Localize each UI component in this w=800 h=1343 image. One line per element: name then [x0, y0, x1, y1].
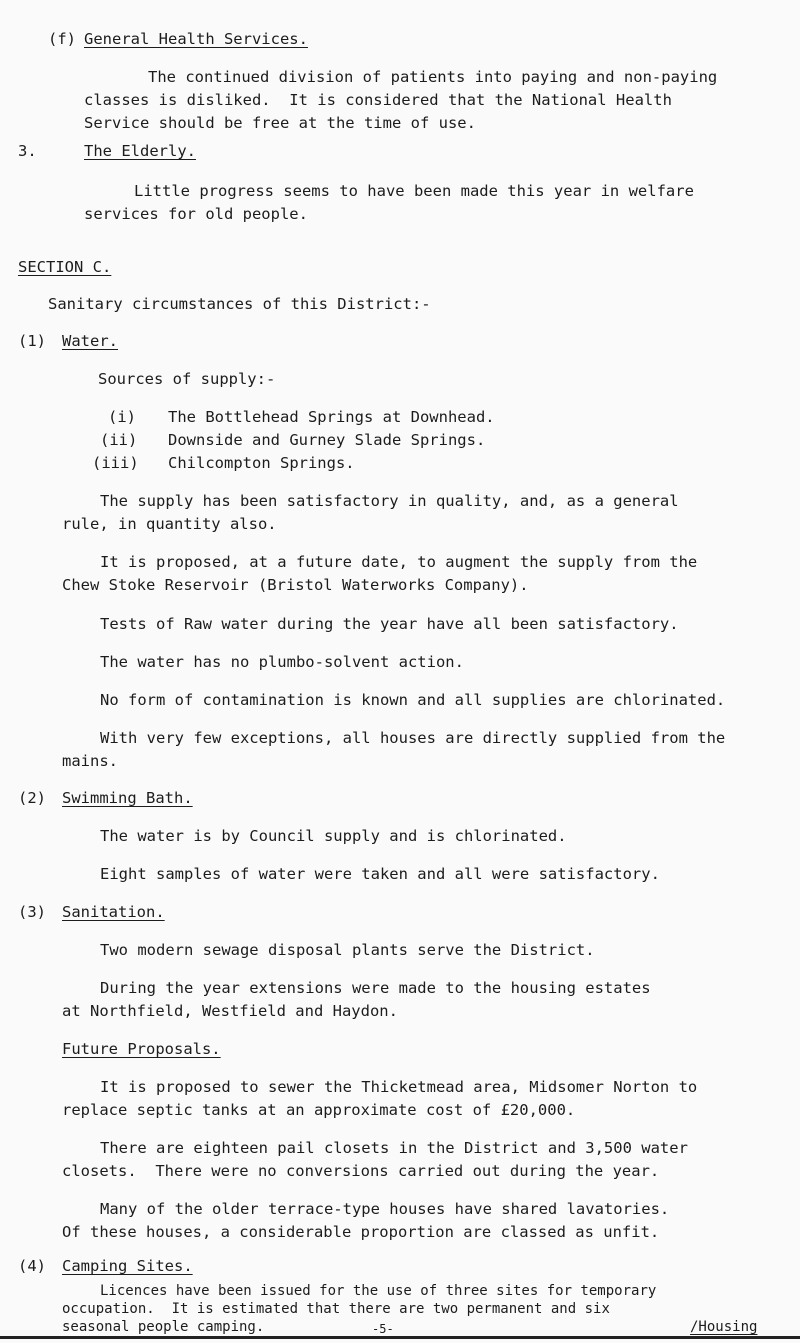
camping-p1-line-1: Licences have been issued for the use of three sites for temporary — [100, 1283, 657, 1299]
section-c-heading: SECTION C. — [18, 258, 112, 276]
camping-p1-line-3: seasonal people camping. — [62, 1319, 265, 1335]
water-p6-line-1: With very few exceptions, all houses are directly supplied from the — [100, 729, 726, 747]
water-source-1-num: (i) — [108, 408, 136, 426]
section-f-heading: General Health Services. — [84, 30, 308, 48]
sanitation-p3-line-1: It is proposed to sewer the Thicketmead area, Midsomer Norton to — [100, 1078, 698, 1096]
water-p6-line-2: mains. — [62, 752, 118, 770]
page-number: -5- — [372, 1322, 394, 1336]
water-label: (1) — [18, 332, 46, 350]
swimming-p2: Eight samples of water were taken and all were satisfactory. — [100, 865, 660, 883]
water-source-1: The Bottlehead Springs at Downhead. — [168, 408, 495, 426]
swimming-p1: The water is by Council supply and is chlorinated. — [100, 827, 567, 845]
water-p1-line-2: rule, in quantity also. — [62, 515, 277, 533]
camping-heading: Camping Sites. — [62, 1257, 193, 1275]
section-c-intro: Sanitary circumstances of this District:- — [48, 295, 431, 313]
water-source-3: Chilcompton Springs. — [168, 454, 355, 472]
water-p1-line-1: The supply has been satisfactory in quality, and, as a general — [100, 492, 679, 510]
water-p2-line-1: It is proposed, at a future date, to augment the supply from the — [100, 553, 698, 571]
water-p4: The water has no plumbo-solvent action. — [100, 653, 464, 671]
water-p3: Tests of Raw water during the year have all been satisfactory. — [100, 615, 679, 633]
sanitation-p2-line-2: at Northfield, Westfield and Haydon. — [62, 1002, 398, 1020]
sanitation-heading: Sanitation. — [62, 903, 165, 921]
camping-label: (4) — [18, 1257, 46, 1275]
sanitation-p5-line-2: Of these houses, a considerable proportion are classed as unfit. — [62, 1223, 660, 1241]
swimming-label: (2) — [18, 789, 46, 807]
section-f-label: (f) — [48, 30, 76, 48]
sanitation-p5-line-1: Many of the older terrace-type houses have shared lavatories. — [100, 1200, 670, 1218]
water-source-2: Downside and Gurney Slade Springs. — [168, 431, 486, 449]
sanitation-p4-line-1: There are eighteen pail closets in the District and 3,500 water — [100, 1139, 688, 1157]
section-f-line-3: Service should be free at the time of use. — [84, 114, 476, 132]
sanitation-p4-line-2: closets. There were no conversions carried out during the year. — [62, 1162, 660, 1180]
section-3-heading: The Elderly. — [84, 142, 196, 160]
camping-p1-line-2: occupation. It is estimated that there are two permanent and six — [62, 1301, 610, 1317]
section-f-line-1: The continued division of patients into paying and non-paying — [148, 68, 718, 86]
sanitation-p1: Two modern sewage disposal plants serve the District. — [100, 941, 595, 959]
water-source-2-num: (ii) — [100, 431, 138, 449]
water-p5: No form of contamination is known and all supplies are chlorinated. — [100, 691, 726, 709]
catchword-housing: /Housing — [690, 1319, 758, 1335]
water-source-3-num: (iii) — [92, 454, 139, 472]
water-sources-intro: Sources of supply:- — [98, 370, 276, 388]
section-f-line-2: classes is disliked. It is considered that the National Health — [84, 91, 672, 109]
section-3-line-1: Little progress seems to have been made this year in welfare — [134, 182, 694, 200]
swimming-heading: Swimming Bath. — [62, 789, 193, 807]
sanitation-label: (3) — [18, 903, 46, 921]
sanitation-p2-line-1: During the year extensions were made to the housing estates — [100, 979, 651, 997]
water-p2-line-2: Chew Stoke Reservoir (Bristol Waterworks Company). — [62, 576, 529, 594]
future-proposals-heading: Future Proposals. — [62, 1040, 221, 1058]
sanitation-p3-line-2: replace septic tanks at an approximate cost of £20,000. — [62, 1101, 576, 1119]
section-3-label: 3. — [18, 142, 37, 160]
section-3-line-2: services for old people. — [84, 205, 308, 223]
water-heading: Water. — [62, 332, 118, 350]
footer-rule — [0, 1336, 800, 1339]
